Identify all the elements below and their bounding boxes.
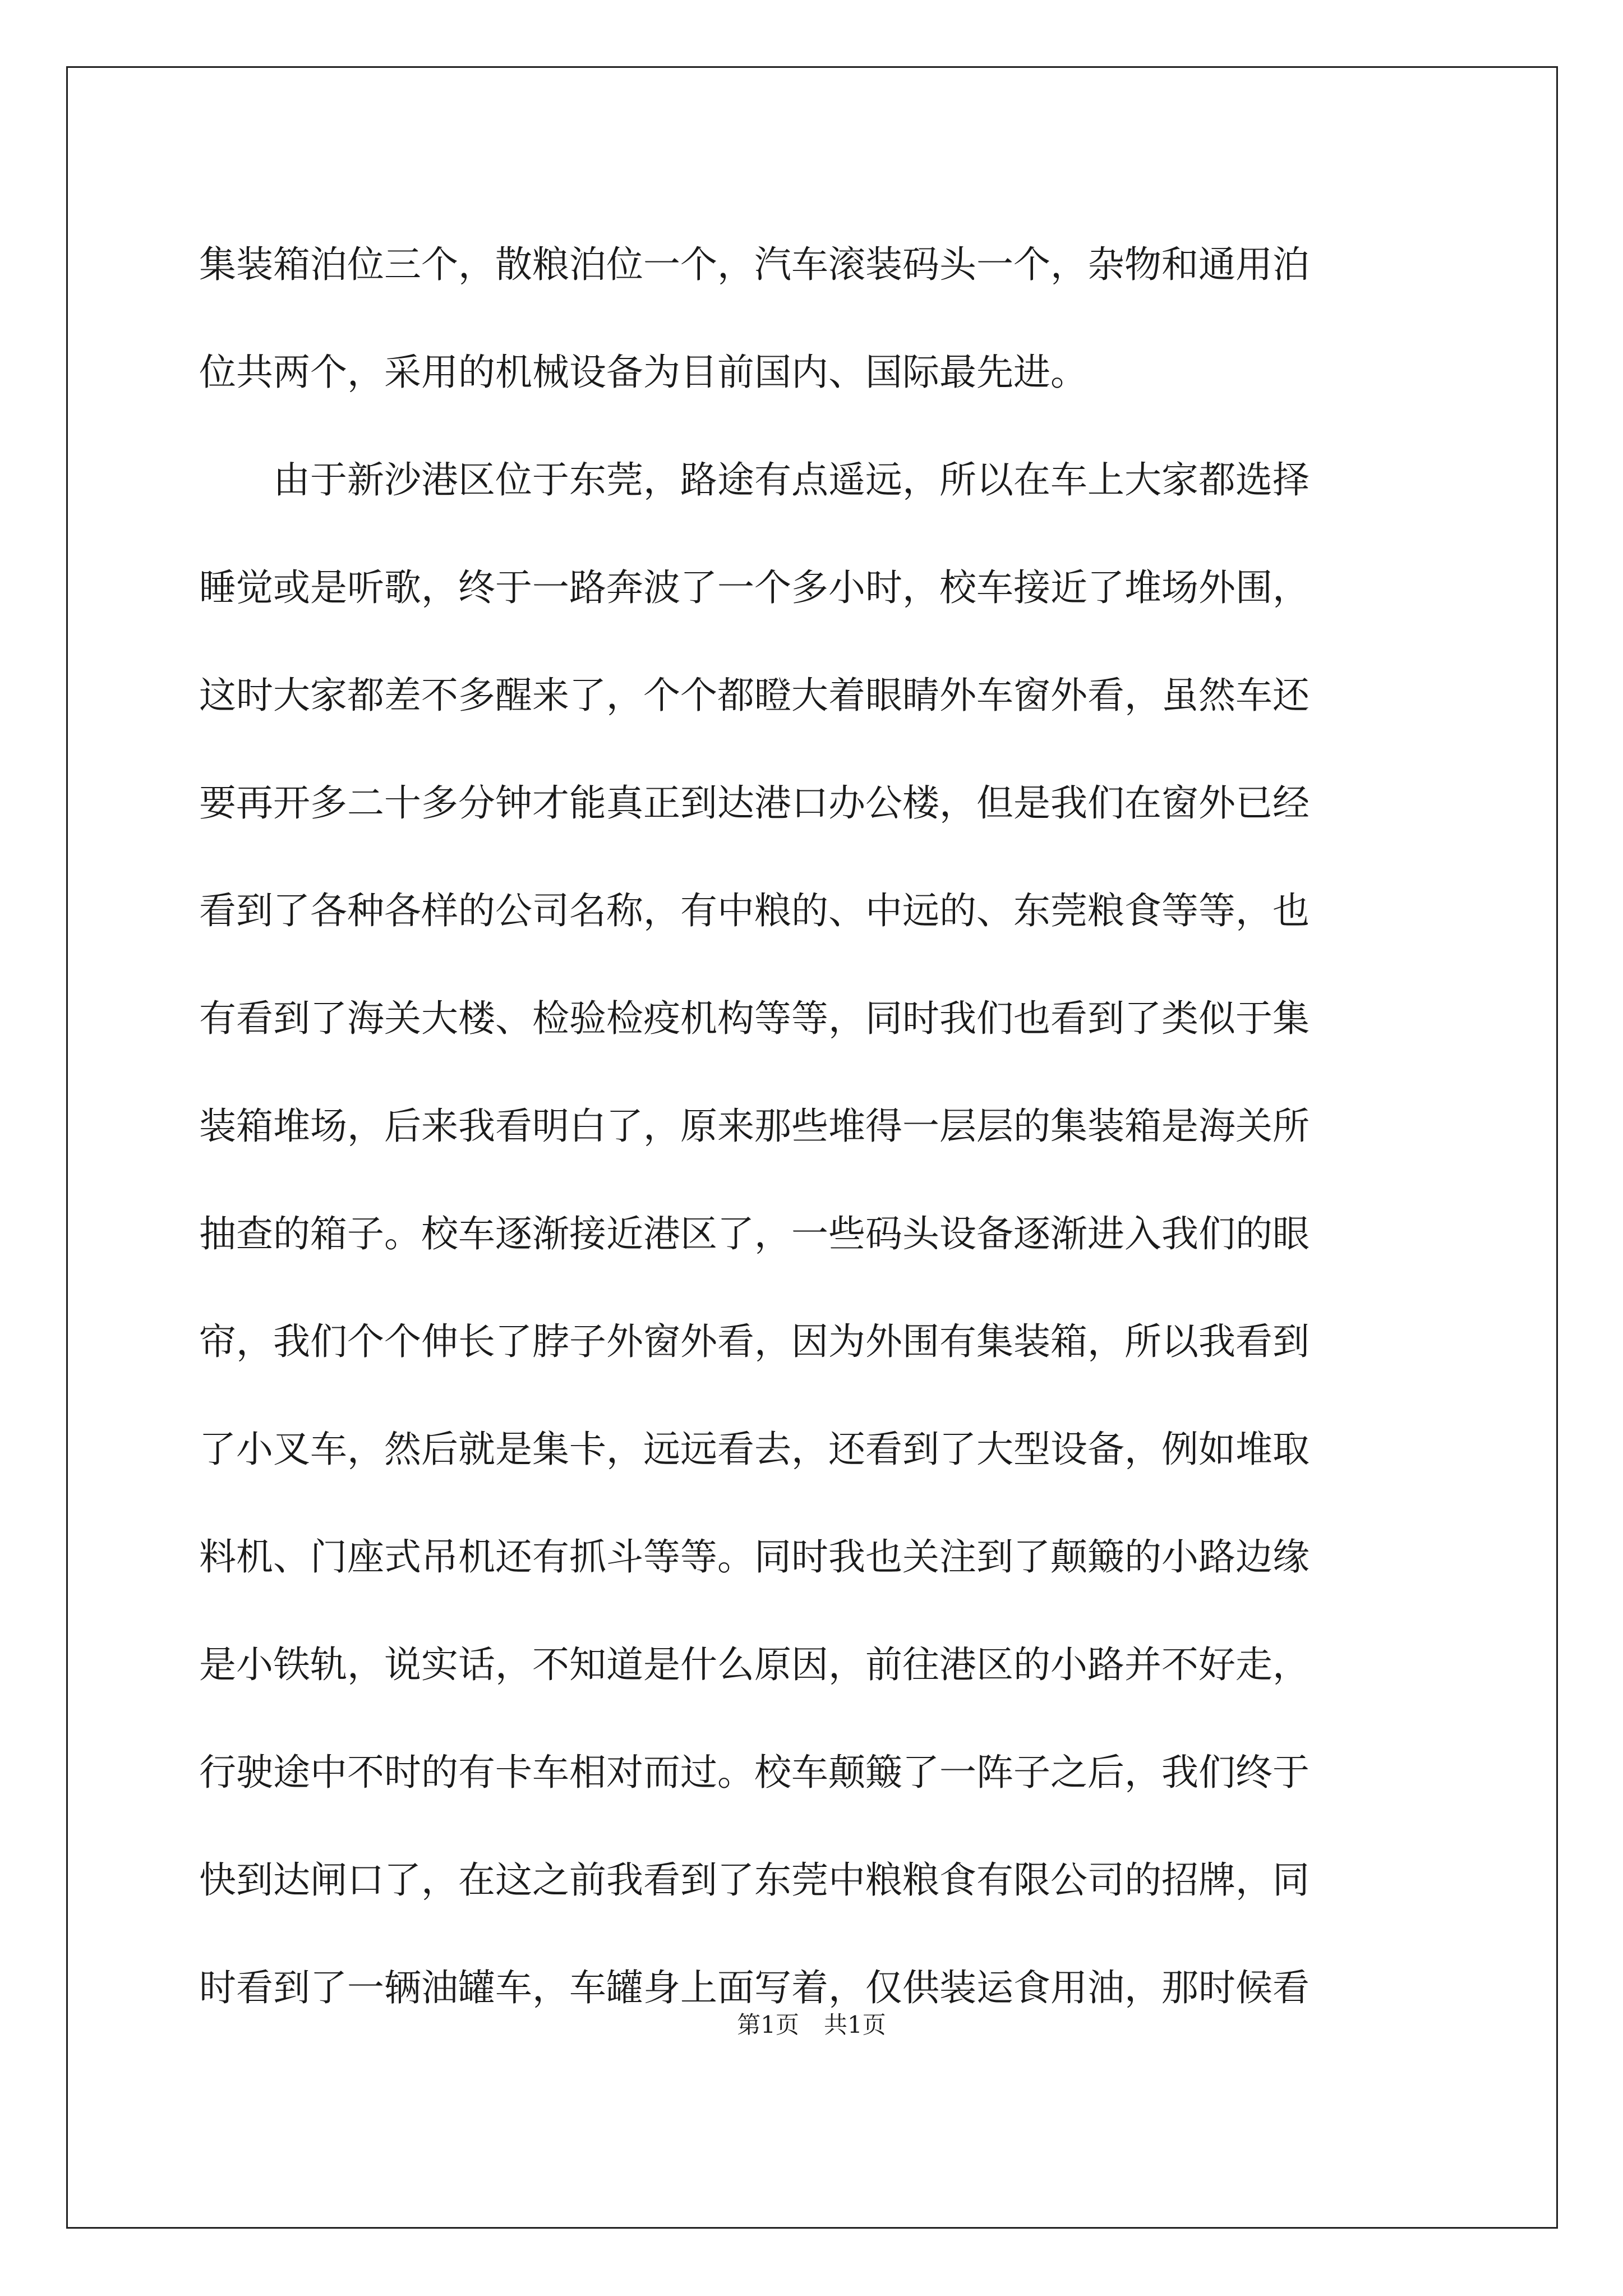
paragraph xyxy=(199,426,1427,2042)
text-line: 抽查的箱子。校车逐渐接近港区了，一些码头设备逐渐进入我们的眼 xyxy=(199,1212,1310,1255)
page-number: 第1页 xyxy=(737,2011,799,2039)
text-line: 行驶途中不时的有卡车相对而过。校车颠簸了一阵子之后，我们终于 xyxy=(199,1751,1310,1794)
text-line: 位共两个，采用的机械设备为目前国内、国际最先进。 xyxy=(199,351,1087,394)
text-line: 快到达闸口了，在这之前我看到了东莞中粮粮食有限公司的招牌，同 xyxy=(199,1858,1310,1902)
text-line: 帘，我们个个伸长了脖子外窗外看，因为外围有集装箱，所以我看到 xyxy=(199,1320,1310,1363)
text-line: 了小叉车，然后就是集卡，远远看去，还看到了大型设备，例如堆取 xyxy=(199,1428,1310,1471)
page-footer xyxy=(0,2008,1623,2042)
text-line: 看到了各种各样的公司名称，有中粮的、中远的、东莞粮食等等，也 xyxy=(199,889,1310,932)
text-line: 集装箱泊位三个，散粮泊位一个，汽车滚装码头一个，杂物和通用泊 xyxy=(199,243,1310,286)
document-body xyxy=(199,211,1427,2042)
text-line: 有看到了海关大楼、检验检疫机构等等，同时我们也看到了类似于集 xyxy=(199,997,1310,1040)
text-line: 要再开多二十多分钟才能真正到达港口办公楼，但是我们在窗外已经 xyxy=(199,781,1310,825)
text-line: 料机、门座式吊机还有抓斗等等。同时我也关注到了颠簸的小路边缘 xyxy=(199,1535,1310,1579)
text-line: 装箱堆场，后来我看明白了，原来那些堆得一层层的集装箱是海关所 xyxy=(199,1105,1310,1148)
text-line: 时看到了一辆油罐车，车罐身上面写着，仅供装运食用油，那时候看 xyxy=(199,1966,1310,2009)
text-line: 这时大家都差不多醒来了，个个都瞪大着眼睛外车窗外看，虽然车还 xyxy=(199,674,1310,717)
text-line: 睡觉或是听歌，终于一路奔波了一个多小时，校车接近了堆场外围， xyxy=(199,566,1310,609)
text-line: 是小铁轨，说实话，不知道是什么原因，前往港区的小路并不好走， xyxy=(199,1643,1310,1686)
page-total: 共1页 xyxy=(824,2011,886,2039)
paragraph xyxy=(199,211,1427,426)
text-line: 由于新沙港区位于东莞，路途有点遥远，所以在车上大家都选择 xyxy=(199,458,1310,501)
